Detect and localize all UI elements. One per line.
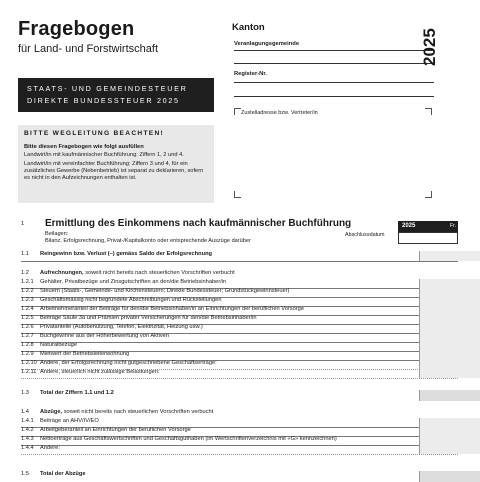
row-number: 1.2.7	[21, 333, 34, 339]
row-label: Beiträge an AHV/IV/EO	[40, 418, 99, 424]
amount-column-year: 2025	[402, 223, 416, 229]
amount-field[interactable]	[419, 288, 480, 297]
row-number: 1.2.6	[21, 324, 34, 330]
row-number: 1.2.10	[21, 360, 37, 366]
row-label: Total der Abzüge	[40, 471, 86, 477]
row-number: 1.5	[21, 471, 29, 477]
amount-field[interactable]	[419, 445, 480, 454]
amount-column-currency: Fr.	[450, 223, 457, 229]
amount-field[interactable]	[419, 436, 480, 445]
section-title: Ermittlung des Einkommens nach kaufmännischer Buchführung	[45, 218, 352, 229]
register-nr-label: Register-Nr.	[234, 71, 267, 77]
row-label: Beiträge Säule 3a und Prämien privater Versicherungen für den/die Betriebsinhaber/in	[40, 315, 257, 321]
form-year: 2025	[420, 28, 439, 66]
amount-field[interactable]	[419, 360, 480, 369]
amount-field[interactable]	[419, 342, 480, 351]
row-label: Abzüge, soweit nicht bereits nach steuerlichen Vorschriften verbucht	[40, 409, 214, 415]
abschlussdatum-field[interactable]	[398, 232, 458, 244]
amount-field[interactable]	[419, 418, 480, 427]
veranlagungsgemeinde-field[interactable]	[234, 50, 434, 51]
row-label: Mietwert der Betriebsleiterwohnung	[40, 351, 130, 357]
table-row	[21, 369, 458, 379]
row-number: 1.2.2	[21, 288, 34, 294]
amount-field[interactable]	[419, 315, 480, 324]
corner-mark-tl	[234, 108, 241, 115]
row-number: 1.1	[21, 251, 29, 257]
row-label: Gehälter, Privatbezüge und Zinsgutschriften an den/die Betriebsinhaber/in	[40, 279, 227, 285]
table-row	[21, 251, 458, 262]
table-row	[21, 270, 458, 278]
corner-mark-br	[425, 191, 432, 198]
banner-line-1: STAATS- UND GEMEINDESTEUER	[27, 84, 188, 93]
corner-mark-bl	[234, 191, 241, 198]
row-label: Geschäftsmässig nicht begründete Abschreibungen und Rückstellungen	[40, 297, 222, 303]
row-label: Andere:	[40, 445, 60, 451]
section-attachments-label: Beilagen:	[45, 231, 69, 237]
row-number: 1.2.4	[21, 306, 34, 312]
row-number: 1.4.3	[21, 436, 34, 442]
row-label: Aufrechnungen, soweit nicht bereits nach steuerlichen Vorschriften verbucht	[40, 270, 235, 276]
row-number: 1.2.11	[21, 369, 37, 375]
tax-banner	[18, 78, 214, 112]
row-number: 1.4.2	[21, 427, 34, 433]
section-attachments-text: Bilanz, Erfolgsrechnung, Privat-/Kapitalkonto oder entsprechende Auszüge darüber	[45, 238, 251, 244]
veranlagungsgemeinde-line-2[interactable]	[234, 63, 434, 64]
kanton-label: Kanton	[232, 22, 265, 33]
notice-paragraph-1: Landwirt/in mit kaufmännischer Buchführung: Ziffern 1, 2 und 4.	[24, 152, 184, 158]
register-nr-line-2[interactable]	[234, 96, 434, 97]
table-row	[21, 390, 458, 401]
row-label: Arbeitnehmeranteil der Beiträge für den/die Betriebsinhaber/in an Einrichtungen der beruflichen Vorsorge	[40, 306, 304, 312]
form-title: Fragebogen	[18, 18, 135, 40]
row-label: Privatanteile (Autobenützung, Telefon, Elektrizität, Heizung usw.)	[40, 324, 203, 330]
row-label: Andere, der Erfolgsrechnung nicht gutgeschriebene Geschäftserträge:	[40, 360, 217, 366]
row-label: Arbeitgeberanteil an Einrichtungen der beruflichen Vorsorge	[40, 427, 191, 433]
row-label: Steuern (Staats-, Gemeinde- und Kirchensteuern; Direkte Bundessteuer; Grundstückgewinnsteuer)	[40, 288, 290, 294]
row-number: 1.3	[21, 390, 29, 396]
notice-subheading: Bitte diesen Fragebogen wie folgt ausfüllen	[24, 144, 144, 150]
amount-field[interactable]	[419, 297, 480, 306]
row-label: Buchgewinne aus der Höherbewertung von Aktiven	[40, 333, 169, 339]
amount-field[interactable]	[419, 369, 480, 378]
row-number: 1.2.5	[21, 315, 34, 321]
row-number: 1.2.3	[21, 297, 34, 303]
table-row	[21, 471, 458, 482]
notice-box	[18, 125, 214, 203]
banner-line-2: DIREKTE BUNDESSTEUER 2025	[27, 96, 180, 105]
row-label: Nettoerträge aus Geschäftswertschriften und Geschäftsguthaben (im Wertschriftenverzeichnis mit «G» kennzeichnen)	[40, 436, 337, 442]
amount-field[interactable]	[419, 427, 480, 436]
section-number: 1	[21, 221, 25, 227]
register-nr-field[interactable]	[234, 82, 434, 83]
row-number: 1.2.8	[21, 342, 34, 348]
row-number: 1.4.1	[21, 418, 34, 424]
amount-field[interactable]	[419, 351, 480, 360]
abschlussdatum-label: Abschlussdatum	[345, 232, 385, 238]
table-row	[21, 445, 458, 455]
row-number: 1.4.4	[21, 445, 34, 451]
notice-paragraph-2: Landwirt/in mit vereinfachter Buchführung: Ziffern 3 und 4, für ein zusätzliches Gewerbe (Nebenbetrieb) ist separat zu deklarieren, sofern es nicht in den Aufzeichnungen enthalten ist.	[24, 161, 204, 181]
amount-field[interactable]	[419, 390, 480, 401]
table-row	[21, 409, 458, 417]
notice-heading: BITTE WEGLEITUNG BEACHTEN!	[24, 130, 165, 137]
amount-field[interactable]	[419, 306, 480, 315]
row-number: 1.4	[21, 409, 29, 415]
amount-field[interactable]	[419, 324, 480, 333]
address-box[interactable]	[234, 108, 432, 198]
address-label: Zustelladresse bzw. Vertreter/in	[241, 110, 318, 116]
form-subtitle: für Land- und Forstwirtschaft	[18, 43, 159, 55]
row-number: 1.2.1	[21, 279, 34, 285]
row-label: Naturalbezüge	[40, 342, 77, 348]
amount-field[interactable]	[419, 333, 480, 342]
row-number: 1.2	[21, 270, 29, 276]
row-label: Andere, steuerlich nicht zulässige Belastungen:	[40, 369, 160, 375]
row-number: 1.2.9	[21, 351, 34, 357]
row-label: Total der Ziffern 1.1 und 1.2	[40, 390, 114, 396]
amount-field[interactable]	[419, 471, 480, 482]
amount-field[interactable]	[419, 279, 480, 288]
row-label: Reingewinn bzw. Verlust (–) gemäss Saldo der Erfolgsrechnung	[40, 251, 213, 257]
amount-field[interactable]	[419, 251, 480, 261]
corner-mark-tr	[425, 108, 432, 115]
veranlagungsgemeinde-label: Veranlagungsgemeinde	[234, 41, 300, 47]
